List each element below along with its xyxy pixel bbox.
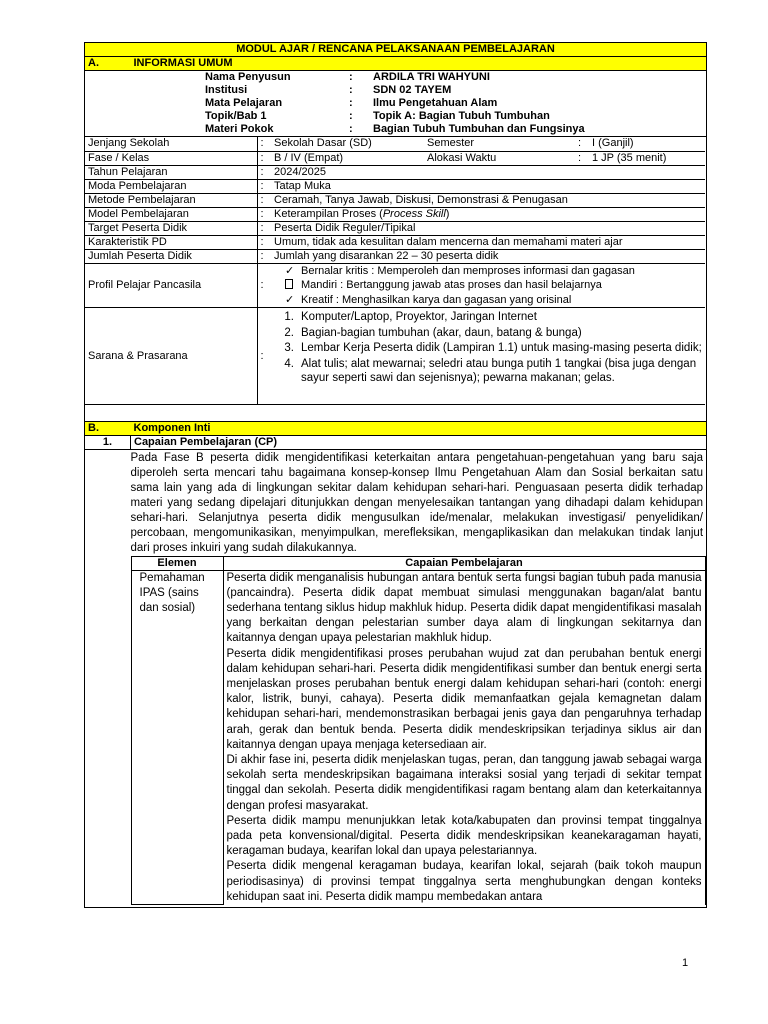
cp-label: Capaian Pembelajaran (CP) [131,435,707,449]
cp-content [131,449,707,908]
sarana-item-number: 1. [284,311,294,323]
sarana-item-text: Alat tulis; alat mewarnai; seledri atau bunga putih 1 tangkai (bisa juga dengan sayur seperti sawi dan sejenisnya); pewarna makanan; gelas. [301,357,697,384]
model-value-end: ) [445,207,450,220]
alokasi-label: Alokasi Waktu [424,151,575,165]
sarana-list [271,308,705,405]
check-icon: ✓ [285,264,295,277]
check-icon: ✓ [285,293,295,306]
cp-paragraph: Peserta didik mampu menunjukkan letak kota/kabupaten dan provinsi tempat tinggalnya pada peta konvensional/digital. Peserta didik mendeskripsikan keanekaragaman hayati, keragaman budaya, kearifan lokal dan upaya pelestariannya. [226,814,702,858]
jumlah-value: Jumlah yang disarankan 22 – 30 peserta didik [271,249,705,263]
header-info-block [85,71,707,137]
profil-item-text: Kreatif : Menghasilkan karya dan gagasan yang orisinal [301,293,572,306]
header-info-value: SDN 02 TAYEM [373,84,452,96]
colon: : [257,308,271,405]
colon: : [257,263,271,308]
colon: : [575,137,589,151]
header-info-value: Bagian Tubuh Tumbuhan dan Fungsinya [373,123,585,135]
karakteristik-value: Umum, tidak ada kesulitan dalam mencerna dan memahami materi ajar [271,235,705,249]
cp-number: 1. [85,435,131,449]
colon: : [257,193,271,207]
jenjang-value: Sekolah Dasar (SD) [271,137,424,151]
cp-table [131,556,706,906]
colon: : [575,151,589,165]
colon: : [257,151,271,165]
fase-value: B / IV (Empat) [271,151,424,165]
cp-table-head-elemen: Elemen [131,556,223,570]
colon: : [349,84,353,96]
model-label: Model Pembelajaran [85,207,257,221]
header-info-label: Nama Penyusun [205,71,291,83]
document-page [84,42,706,908]
jenjang-label: Jenjang Sekolah [85,137,257,151]
profil-label: Profil Pelajar Pancasila [85,263,257,308]
alokasi-value: 1 JP (35 menit) [589,151,705,165]
cp-paragraphs [223,570,705,905]
cp-paragraph: Peserta didik mengidentifikasi proses perubahan wujud zat dan perubahan bentuk energi dalam kehidupan sehari-hari. Peserta didik mengidentifikasi sumber dan bentuk energi serta menjelaskan proses perubahan bentuk energi dalam kehidupan sehari-hari (contoh: energi kalor, listrik, bunyi, cahaya). Peserta didik memanfaatkan gejala kemagnetan dalam kehidupan sehari-hari, mendemonstrasikan berbagai jenis gaya dan pengaruhnya terhadap arah, gerak dan bentuk benda. Peserta didik mendeskripsikan terjadinya siklus air dan kaitannya dengan upaya menjaga ketersediaan air. [226,647,702,751]
profil-item [285,278,702,293]
sarana-item-number: 4. [284,357,294,370]
header-info-label: Materi Pokok [205,123,274,135]
colon: : [349,110,353,122]
cp-paragraph: Di akhir fase ini, peserta didik menjelaskan tugas, peran, dan tanggung jawab sebagai warga sekolah serta mendeskripsikan bagaimana interaksi sosial yang terjadi di sekitar tempat tinggal dan sekolah. Peserta didik mengidentifikasi ragam bentang alam dan keterkaitannya dengan profesi masyarakat. [226,753,702,812]
module-table [84,42,707,908]
colon: : [257,179,271,193]
section-b-label: Komponen Inti [131,421,707,435]
colon: : [257,235,271,249]
header-info-row [205,123,703,136]
sarana-item [274,341,702,356]
cp-paragraph: Peserta didik mengenal keragaman budaya, kearifan lokal, sejarah (baik tokoh maupun periodisasinya) di provinsi tempat tinggalnya serta menghubungkan dengan konteks kehidupan saat ini. Peserta didik mampu membedakan antara [226,860,702,903]
model-value [271,207,705,221]
tahun-label: Tahun Pelajaran [85,165,257,179]
model-value-italic: Process Skill [382,207,446,220]
moda-value: Tatap Muka [271,179,705,193]
section-a-label: INFORMASI UMUM [131,57,707,71]
profil-list [271,263,705,308]
target-label: Target Peserta Didik [85,221,257,235]
section-b-letter: B. [85,421,131,435]
colon: : [257,207,271,221]
header-info-row [205,97,703,110]
cp-paragraph: Peserta didik menganalisis hubungan antara bentuk serta fungsi bagian tubuh pada manusia (pancaindra). Peserta didik dapat membuat simulasi menggunakan bagan/alat bantu sederhana tentang siklus hidup makhluk hidup. Peserta didik dapat mengidentifikasi masalah yang berkaitan dengan pelestarian sumber daya alam di lingkungan sekitarnya dan kaitannya dengan upaya pelestarian makhluk hidup. [226,571,702,645]
section-a-letter: A. [85,57,131,71]
document-title: MODUL AJAR / RENCANA PELAKSANAAN PEMBELAJARAN [85,43,707,57]
cp-table-head-capaian: Capaian Pembelajaran [223,556,705,570]
colon: : [349,97,353,109]
sarana-item-number: 3. [284,342,294,354]
tahun-value: 2024/2025 [271,165,705,179]
sarana-item-number: 2. [284,326,294,339]
metode-value: Ceramah, Tanya Jawab, Diskusi, Demonstrasi & Penugasan [271,193,705,207]
sarana-item-text: Bagian-bagian tumbuhan (akar, daun, batang & bunga) [301,326,582,339]
header-info-row [205,71,703,84]
page-number: 1 [682,957,689,969]
header-info-value: ARDILA TRI WAHYUNI [373,71,490,83]
sarana-label: Sarana & Prasarana [85,308,257,405]
general-info-table [85,137,705,421]
spacer-row [85,405,705,421]
header-info-row [205,84,703,97]
profil-item [285,264,702,279]
colon: : [257,249,271,263]
profil-item-text: Bernalar kritis : Memperoleh dan memproses informasi dan gagasan [301,264,635,277]
header-info-label: Topik/Bab 1 [205,110,267,122]
profil-item [285,293,702,308]
moda-label: Moda Pembelajaran [85,179,257,193]
cp-intro: Pada Fase B peserta didik mengidentifikasi keterkaitan antara pengetahuan-pengetahuan yang baru saja diperoleh serta mencari tahu bagaimana konsep-konsep Ilmu Pengetahuan Alam dan Sosial berkaitan satu sama lain yang ada di lingkungan sekitar dalam kehidupan sehari-hari. Penguasaan peserta didik terhadap materi yang sedang dipelajari ditunjukkan dengan menyelesaikan tantangan yang dihadapi dalam kehidupan sehari-hari. Selanjutnya peserta didik mengusulkan ide/menalar, melakukan investigasi/ penyelidikan/ percobaan, mengomunikasikan, menyimpulkan, merefleksikan, mengaplikasikan dan melakukan tindak lanjut dari proses inkuiri yang sudah dilakukannya. [130,451,704,554]
target-value: Peserta Didik Reguler/Tipikal [271,221,705,235]
colon: : [349,123,353,135]
box-icon [285,278,301,293]
colon: : [257,221,271,235]
sarana-item [274,357,702,386]
karakteristik-label: Karakteristik PD [85,235,257,249]
header-info-row [205,110,703,123]
profil-item-text: Mandiri : Bertanggung jawab atas proses dan hasil belajarnya [301,279,602,291]
model-value-text: Keterampilan Proses ( [274,207,383,220]
colon: : [349,71,353,83]
sarana-item-text: Komputer/Laptop, Proyektor, Jaringan Internet [301,311,537,323]
header-info-value: Topik A: Bagian Tubuh Tumbuhan [373,110,550,122]
header-info-value: Ilmu Pengetahuan Alam [373,97,498,109]
general-info-block [85,137,707,422]
semester-value: I (Ganjil) [589,137,705,151]
sarana-item [274,326,702,341]
header-info-label: Mata Pelajaran [205,97,283,109]
metode-label: Metode Pembelajaran [85,193,257,207]
sarana-item [274,310,702,325]
semester-label: Semester [424,137,575,151]
sarana-items [274,310,702,386]
colon: : [257,165,271,179]
cp-indent [85,449,131,908]
sarana-item-text: Lembar Kerja Peserta didik (Lampiran 1.1) untuk masing-masing peserta didik; [301,342,702,354]
cp-elemen: Pemahaman IPAS (sains dan sosial) [131,570,223,905]
fase-label: Fase / Kelas [85,151,257,165]
colon: : [257,137,271,151]
header-info-label: Institusi [205,84,248,96]
jumlah-label: Jumlah Peserta Didik [85,249,257,263]
